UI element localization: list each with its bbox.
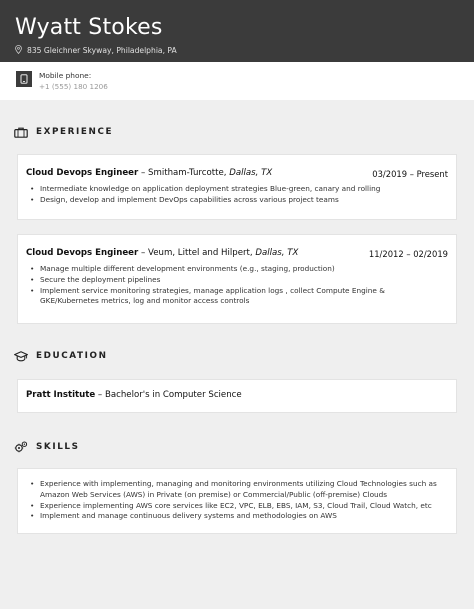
- skills-heading-label: SKILLS: [36, 442, 80, 452]
- phone-icon: [16, 71, 32, 87]
- degree-name: Bachelor's in Computer Science: [104, 390, 242, 400]
- address-line: [15, 45, 177, 56]
- education-line: Pratt Institute – Bachelor's in Computer Science: [26, 390, 242, 400]
- job-location: Dallas, TX: [229, 168, 273, 178]
- experience-heading: [14, 126, 113, 138]
- briefcase-icon: [14, 126, 28, 138]
- education-heading-label: EDUCATION: [36, 351, 108, 361]
- job-title-line: Cloud Devops Engineer – Veum, Littel and Hilpert, Dallas, TX: [26, 248, 299, 258]
- job-title: Cloud Devops Engineer: [26, 168, 139, 178]
- skills-card: [17, 468, 457, 534]
- job-company: Veum, Littel and Hilpert,: [148, 248, 253, 258]
- list-item: • Intermediate knowledge on application deployment strategies Blue-green, canary and rolling: [30, 184, 444, 195]
- location-pin-icon: [15, 45, 22, 56]
- list-item: • Manage multiple different development environments (e.g., staging, production): [30, 264, 444, 275]
- list-item: • Experience with implementing, managing and monitoring environments utilizing Cloud Technologies such as Amazon Web Services (AWS) in Private (on premise) or Commercial/Public (off-premise) Clouds: [30, 479, 444, 501]
- phone-value: +1 (555) 180 1206: [39, 82, 108, 91]
- job-dates: 03/2019 – Present: [372, 169, 448, 179]
- job-bullets: [30, 264, 444, 307]
- list-item: • Implement service monitoring strategies, manage application logs , collect Compute Engine & GKE/Kubernetes metrics, log and monitor access controls: [30, 286, 444, 308]
- skills-heading: [14, 441, 80, 453]
- candidate-name: Wyatt Stokes: [15, 15, 163, 40]
- gears-icon: [14, 441, 28, 453]
- experience-heading-label: EXPERIENCE: [36, 127, 114, 137]
- resume-header: [0, 0, 474, 62]
- job-bullets: [30, 184, 444, 206]
- job-title-line: Cloud Devops Engineer – Smitham-Turcotte, Dallas, TX: [26, 168, 273, 178]
- graduation-cap-icon: [14, 350, 28, 362]
- contact-bar: [0, 62, 474, 100]
- phone-label: Mobile phone:: [39, 71, 92, 80]
- school-name: Pratt Institute: [26, 390, 96, 400]
- job-card: [17, 154, 457, 220]
- education-heading: [14, 350, 108, 362]
- list-item: • Secure the deployment pipelines: [30, 275, 444, 286]
- list-item: • Implement and manage continuous delivery systems and methodologies on AWS: [30, 511, 444, 522]
- job-dates: 11/2012 – 02/2019: [368, 249, 448, 259]
- list-item: • Experience implementing AWS core services like EC2, VPC, ELB, EBS, IAM, S3, Cloud Trail, Cloud Watch, etc: [30, 501, 444, 512]
- education-card: [17, 379, 457, 413]
- skills-bullets: [30, 479, 444, 522]
- job-card: [17, 234, 457, 324]
- job-title: Cloud Devops Engineer: [26, 248, 139, 258]
- job-company: Smitham-Turcotte,: [148, 168, 227, 178]
- job-location: Dallas, TX: [255, 248, 299, 258]
- list-item: • Design, develop and implement DevOps capabilities across various project teams: [30, 195, 444, 206]
- address-text: 835 Gleichner Skyway, Philadelphia, PA: [27, 46, 177, 55]
